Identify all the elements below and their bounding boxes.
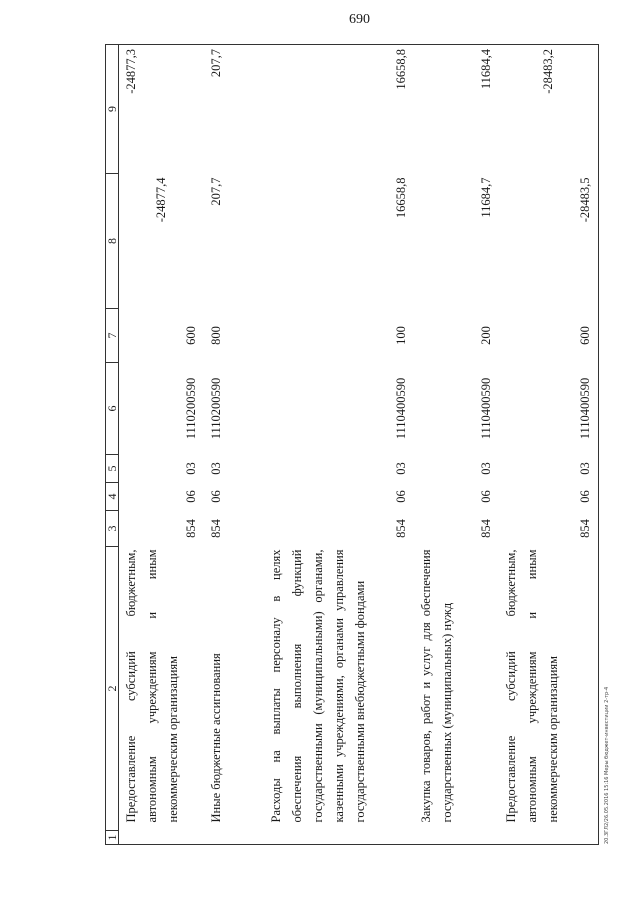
row-sum-1: -24877,4: [153, 177, 168, 223]
row-rz: 06: [208, 490, 223, 503]
table-row: [414, 45, 499, 845]
row-grbs: 854: [478, 519, 493, 538]
table-row: [119, 45, 204, 845]
rotated-table-container: [105, 45, 599, 845]
header-col-2: 2: [106, 547, 119, 831]
row-csr: 1110400590: [499, 363, 599, 455]
row-description: Иные бюджетные ассигнования: [208, 653, 223, 823]
header-col-8: 8: [106, 174, 119, 309]
row-sum-1: -28483,5: [499, 174, 599, 309]
row-index: [119, 831, 204, 845]
row-pr: 03: [393, 462, 408, 475]
table-header-row: [106, 45, 119, 845]
row-sum-1: 11684,7: [478, 177, 493, 218]
row-grbs: 854: [393, 519, 408, 538]
table-row: [204, 45, 264, 845]
side-note: [604, 44, 618, 844]
page-number: 690: [349, 12, 370, 27]
header-col-6: 6: [106, 363, 119, 455]
row-vr: 800: [208, 326, 223, 345]
row-sum-2: -24877,3: [119, 45, 204, 174]
row-pr: 03: [499, 455, 599, 483]
row-grbs: 854: [499, 511, 599, 547]
row-csr: 1110200590: [208, 377, 223, 440]
row-sum-1: 207,7: [208, 177, 223, 206]
row-vr: 100: [393, 326, 408, 345]
side-note-text: 20.3ГЛ2/26.05.2016 15:16 Меры бюджет-инвестиции 2-тр-4: [604, 686, 610, 844]
row-description: Предоставление субсидий бюджетным, автономным учреждениям и иным некоммерческим организациям: [499, 547, 599, 831]
header-col-9: 9: [106, 45, 119, 174]
row-pr: 03: [208, 462, 223, 475]
row-sum-2: 11684,4: [414, 45, 499, 174]
header-col-4: 4: [106, 483, 119, 511]
row-description: Предоставление субсидий бюджетным, автономным учреждениям и иным некоммерческим организациям: [124, 549, 180, 823]
header-col-3: 3: [106, 511, 119, 547]
row-vr: 600: [183, 326, 198, 345]
row-grbs: 854: [183, 519, 198, 538]
row-csr: 1110200590: [183, 377, 198, 440]
row-vr: 200: [478, 326, 493, 345]
row-csr: 1110400590: [393, 377, 408, 440]
row-grbs: 854: [208, 519, 223, 538]
row-sum-1: 16658,8: [393, 177, 408, 219]
row-pr: 03: [183, 462, 198, 475]
row-index: [499, 831, 599, 845]
row-sum-2: 207,7: [204, 45, 264, 174]
row-index: [204, 831, 264, 845]
row-rz: 06: [183, 490, 198, 503]
row-rz: 06: [478, 490, 493, 503]
table-row: [499, 45, 599, 845]
row-description: Закупка товаров, работ и услуг для обеспечения государственных (муниципальных) нужд: [418, 549, 454, 823]
table-row: [264, 45, 414, 845]
row-csr: 1110400590: [478, 377, 493, 440]
row-index: [414, 831, 499, 845]
row-rz: 06: [393, 490, 408, 503]
header-col-5: 5: [106, 455, 119, 483]
row-sum-2: -28483,2: [499, 45, 599, 174]
row-description: Расходы на выплаты персоналу в целях обеспечения выполнения функций государственными (муниципальными) органами, казенными учреждениями, органами управления государственными внебюджетными фондами: [268, 549, 367, 823]
row-vr: 600: [499, 309, 599, 363]
budget-table: [105, 44, 599, 845]
row-sum-2: 16658,8: [264, 45, 414, 174]
header-col-7: 7: [106, 309, 119, 363]
row-rz: 06: [499, 483, 599, 511]
row-index: [264, 831, 414, 845]
row-pr: 03: [478, 462, 493, 475]
header-col-1: 1: [106, 831, 119, 845]
